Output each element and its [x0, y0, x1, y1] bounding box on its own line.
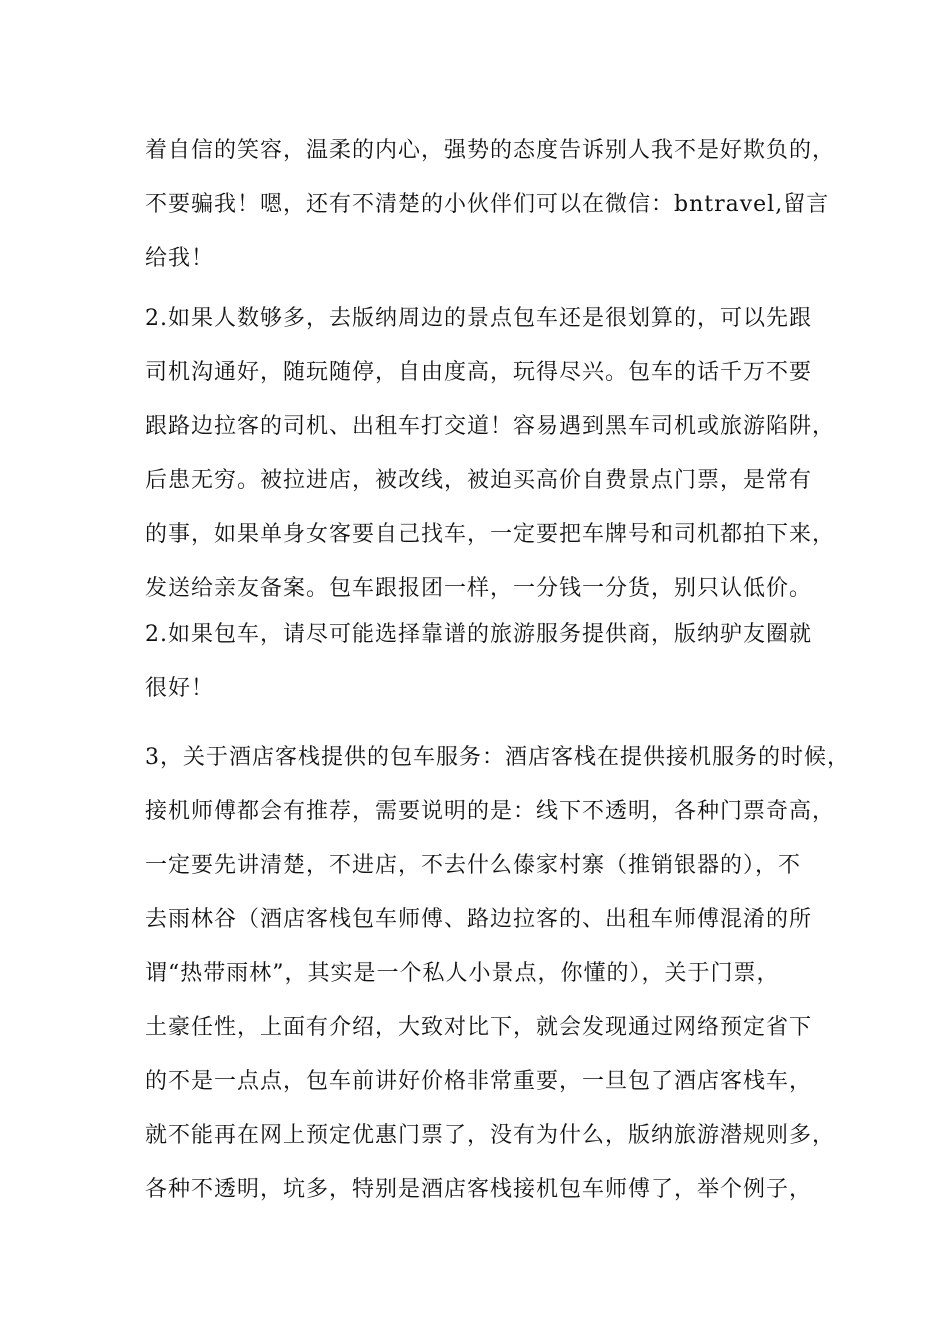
text-line: 2.如果包车，请尽可能选择靠谱的旅游服务提供商，版纳驴友圈就: [145, 622, 812, 647]
text-line: 着自信的笑容，温柔的内心，强势的态度告诉别人我不是好欺负的，: [145, 138, 836, 163]
text-line: 后患无穷。被拉进店，被改线，被迫买高价自费景点门票，是常有: [145, 468, 813, 493]
text-line: 跟路边拉客的司机、出租车打交道！容易遇到黑车司机或旅游陷阱，: [145, 414, 836, 439]
text-line: 的事，如果单身女客要自己找车，一定要把车牌号和司机都拍下来，: [145, 522, 836, 547]
text-line: 土豪任性，上面有介绍，大致对比下，就会发现通过网络预定省下: [145, 1015, 813, 1040]
text-line: 不要骗我！嗯，还有不清楚的小伙伴们可以在微信：bntravel,留言: [145, 192, 830, 217]
text-line: 司机沟通好，随玩随停，自由度高，玩得尽兴。包车的话千万不要: [145, 360, 813, 385]
text-line: 很好！: [145, 676, 215, 701]
text-line: 谓“热带雨林”，其实是一个私人小景点，你懂的），关于门票，: [145, 961, 780, 986]
text-line: 去雨林谷（酒店客栈包车师傅、路边拉客的、出租车师傅混淆的所: [145, 907, 813, 932]
text-line: 接机师傅都会有推荐，需要说明的是：线下不透明，各种门票奇高，: [145, 799, 836, 824]
paragraph-4: [145, 731, 850, 1217]
text-line: 一定要先讲清楚，不进店，不去什么傣家村寨（推销银器的），不: [145, 853, 802, 878]
paragraph-1: [145, 124, 836, 286]
text-line: 3，关于酒店客栈提供的包车服务：酒店客栈在提供接机服务的时候，: [145, 745, 850, 770]
text-line: 发送给亲友备案。包车跟报团一样，一分钱一分货，别只认低价。: [145, 576, 813, 601]
text-line: 各种不透明，坑多，特别是酒店客栈接机包车师傅了，举个例子，: [145, 1177, 813, 1202]
paragraph-2: [145, 292, 836, 616]
text-line: 2.如果人数够多，去版纳周边的景点包车还是很划算的，可以先跟: [145, 306, 812, 331]
text-line: 的不是一点点，包车前讲好价格非常重要，一旦包了酒店客栈车，: [145, 1069, 813, 1094]
text-line: 就不能再在网上预定优惠门票了，没有为什么，版纳旅游潜规则多，: [145, 1123, 836, 1148]
paragraph-3: [145, 608, 825, 716]
text-line: 给我！: [145, 246, 215, 271]
